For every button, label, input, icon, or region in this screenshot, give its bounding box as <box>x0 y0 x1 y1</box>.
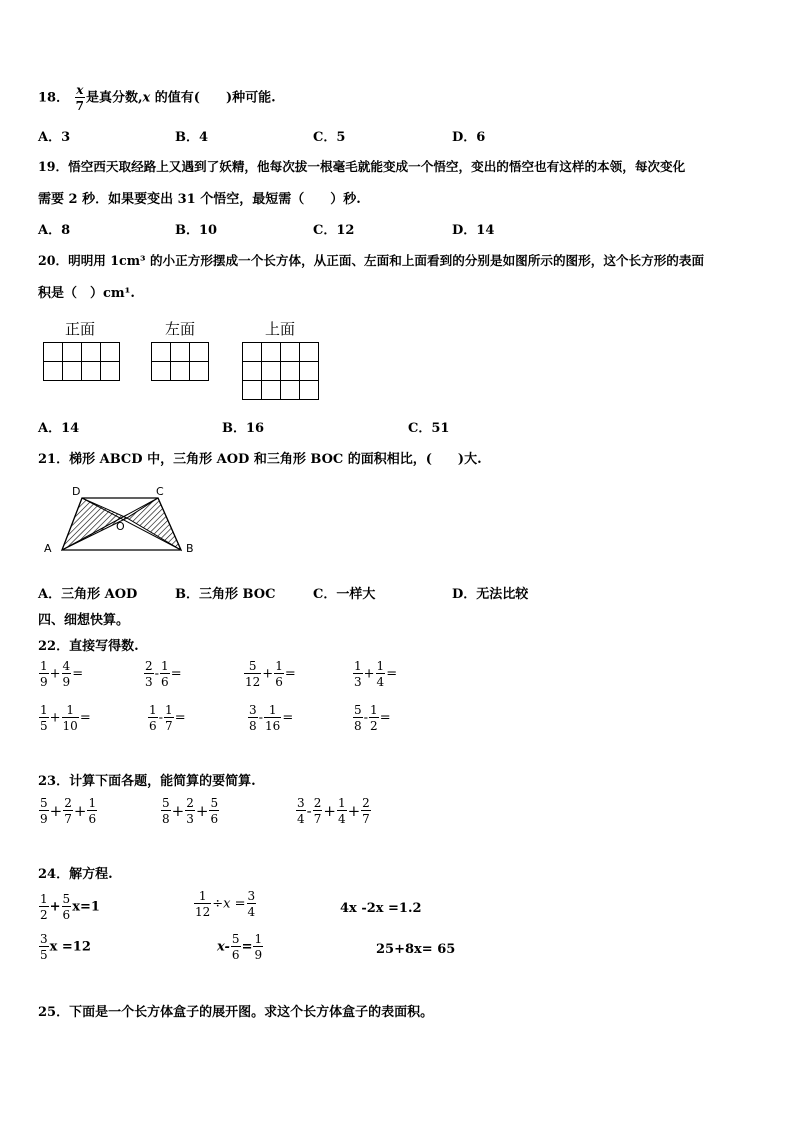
fraction: $\frac{5}{6}$ <box>62 892 71 922</box>
fraction: $\frac{3}{4}$ <box>247 889 256 919</box>
fraction: $\frac{1}{4}$ <box>376 659 385 689</box>
fraction: $\frac{1}{7}$ <box>165 703 173 733</box>
fraction: $\frac{1}{5}$ <box>40 703 48 733</box>
fraction: $\frac{2}{3}$ <box>186 796 194 826</box>
q24-eq-5: x- $\frac{5}{6}$ = $\frac{1}{9}$ <box>217 932 263 962</box>
q22-item-1: $\frac{1}{9}$ + $\frac{4}{9}$ = <box>40 659 84 689</box>
fraction: $\frac{1}{10}$ <box>62 703 78 733</box>
triangle-boc <box>127 498 181 550</box>
q18-line <box>38 84 276 112</box>
fraction: $\frac{2}{7}$ <box>64 796 72 826</box>
q23-title: 23．计算下面各题，能简算的要简算. <box>38 774 256 789</box>
label-c: C <box>156 485 164 498</box>
q19-option-b: B．10 <box>175 223 218 238</box>
q22-item-2: $\frac{2}{3}$ - $\frac{1}{6}$ = <box>145 659 182 689</box>
fraction: $\frac{1}{9}$ <box>254 932 263 962</box>
view-label-left: 左面 <box>165 320 196 338</box>
q18-option-d: D．6 <box>452 130 486 145</box>
q19-option-a: A．8 <box>38 223 71 238</box>
q21-option-c: C．一样大 <box>313 587 376 602</box>
fraction: $\frac{5}{8}$ <box>354 703 362 733</box>
q18-number: 18． <box>38 90 70 106</box>
fraction: $\frac{1}{2}$ <box>370 703 378 733</box>
q23-item-3: $\frac{3}{4}$ - $\frac{2}{7}$ + $\frac{1}{4}$ + $\frac{2}{7}$ <box>297 796 370 826</box>
q19-line2: 需要 2 秒．如果要变出 31 个悟空，最短需（ ）秒. <box>38 192 361 207</box>
q21-text: 21．梯形 ABCD 中，三角形 AOD 和三角形 BOC 的面积相比，( )大. <box>38 452 482 467</box>
q19-option-d: D．14 <box>452 223 495 238</box>
fraction: $\frac{2}{7}$ <box>313 796 322 826</box>
q20-line1: 20．明明用 1cm³ 的小正方形摆成一个长方体，从正面、左面和上面看到的分别是如图所示的图形，这个长方形的表面 <box>38 253 705 268</box>
label-b: B <box>186 542 194 555</box>
fraction: $\frac{1}{16}$ <box>265 703 281 733</box>
fraction: $\frac{1}{6}$ <box>88 796 97 826</box>
q19-option-c: C．12 <box>313 223 355 238</box>
q20-option-b: B．16 <box>222 421 265 436</box>
q21-option-d: D．无法比较 <box>452 587 529 602</box>
q24-title: 24．解方程. <box>38 867 113 882</box>
fraction: $\frac{1}{2}$ <box>40 892 48 922</box>
front-view-grid <box>43 342 120 381</box>
fraction: $\frac{1}{3}$ <box>354 659 362 689</box>
q25-text: 25．下面是一个长方体盒子的展开图。求这个长方体盒子的表面积。 <box>38 1005 434 1020</box>
q21-option-a: A．三角形 AOD <box>38 587 138 602</box>
view-label-front: 正面 <box>65 320 96 338</box>
q18-option-b: B．4 <box>175 130 209 145</box>
q18-frac-denominator: 7 <box>75 99 84 113</box>
fraction: $\frac{1}{6}$ <box>161 659 169 689</box>
trapezoid-figure <box>38 480 208 560</box>
q18-option-a: A．3 <box>38 130 71 145</box>
fraction: $\frac{4}{9}$ <box>62 659 71 689</box>
fraction: $\frac{5}{6}$ <box>210 796 219 826</box>
label-o: O <box>116 520 125 533</box>
q24-eq-2: $\frac{1}{12}$ ÷x = $\frac{3}{4}$ <box>195 889 256 919</box>
q22-item-8: $\frac{5}{8}$ - $\frac{1}{2}$ = <box>354 703 391 733</box>
fraction: $\frac{1}{6}$ <box>149 703 157 733</box>
q22-item-4: $\frac{1}{3}$ + $\frac{1}{4}$ = <box>354 659 398 689</box>
q24-eq-4: $\frac{3}{5}$ x =12 <box>40 932 91 962</box>
q20-line2: 积是（ ）cm¹. <box>38 286 135 301</box>
q18-text: 是真分数, <box>85 90 143 106</box>
q22-item-7: $\frac{3}{8}$ - $\frac{1}{16}$ = <box>249 703 294 733</box>
q23-item-2: $\frac{5}{8}$ + $\frac{2}{3}$ + $\frac{5}{6}$ <box>162 796 219 826</box>
fraction: $\frac{1}{9}$ <box>40 659 48 689</box>
fraction: $\frac{5}{6}$ <box>231 932 240 962</box>
q18-text2: 的值有( )种可能. <box>150 90 276 106</box>
fraction: $\frac{5}{12}$ <box>245 659 261 689</box>
q24-eq-6: 25+8x= 65 <box>376 942 456 957</box>
q22-item-6: $\frac{1}{6}$ - $\frac{1}{7}$ = <box>149 703 186 733</box>
fraction: $\frac{5}{8}$ <box>162 796 170 826</box>
label-a: A <box>44 542 52 555</box>
fraction: $\frac{2}{3}$ <box>145 659 153 689</box>
fraction: $\frac{3}{5}$ <box>40 932 48 962</box>
q22-item-5: $\frac{1}{5}$ + $\frac{1}{10}$ = <box>40 703 91 733</box>
fraction: $\frac{1}{12}$ <box>195 889 211 919</box>
q22-title: 22．直接写得数. <box>38 639 139 654</box>
fraction: $\frac{1}{6}$ <box>275 659 283 689</box>
q18-option-c: C．5 <box>313 130 346 145</box>
fraction: $\frac{3}{8}$ <box>249 703 257 733</box>
q24-eq-3: 4x -2x =1.2 <box>340 901 422 916</box>
q20-option-c: C．51 <box>408 421 450 436</box>
q21-option-b: B．三角形 BOC <box>175 587 276 602</box>
top-view-grid <box>242 342 319 400</box>
section-heading: 四、细想快算。 <box>38 613 130 628</box>
fraction: $\frac{3}{4}$ <box>297 796 305 826</box>
q20-option-a: A．14 <box>38 421 80 436</box>
fraction: $\frac{5}{9}$ <box>40 796 48 826</box>
fraction: $\frac{1}{4}$ <box>337 796 346 826</box>
q19-line1: 19．悟空西天取经路上又遇到了妖精，他每次拔一根毫毛就能变成一个悟空，变出的悟空也有这样的本领，每次变化 <box>38 159 686 174</box>
q24-eq-1: $\frac{1}{2}$ + $\frac{5}{6}$ x=1 <box>40 892 100 922</box>
q18-fraction <box>75 84 85 112</box>
left-view-grid <box>151 342 209 381</box>
q18-frac-numerator: x <box>76 83 84 97</box>
view-label-top: 上面 <box>265 320 296 338</box>
label-d: D <box>72 485 81 498</box>
q18-x: x <box>142 90 151 106</box>
q22-item-3: $\frac{5}{12}$ + $\frac{1}{6}$ = <box>245 659 296 689</box>
fraction: $\frac{2}{7}$ <box>362 796 370 826</box>
q23-item-1: $\frac{5}{9}$ + $\frac{2}{7}$ + $\frac{1}{6}$ <box>40 796 97 826</box>
